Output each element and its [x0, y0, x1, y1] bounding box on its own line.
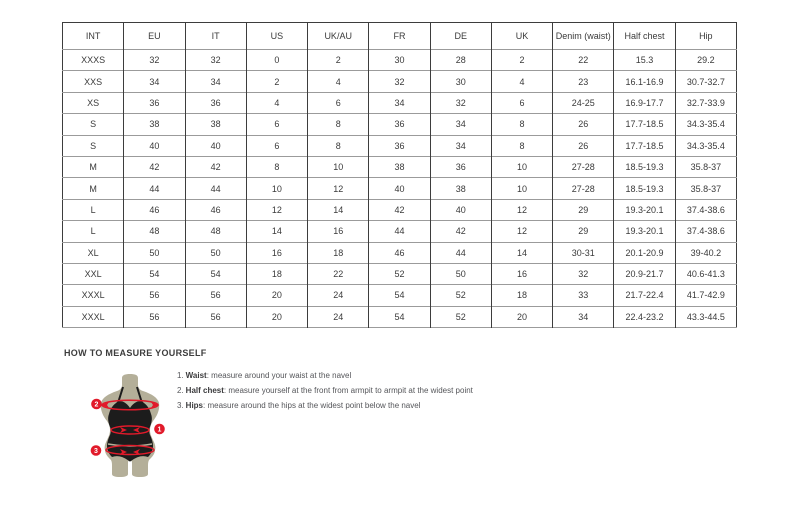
table-row — [63, 199, 737, 220]
size-value-cell: 42 — [430, 221, 491, 242]
size-value-cell: 32 — [369, 71, 430, 92]
size-value-cell: 36 — [369, 135, 430, 156]
size-value-cell: 4 — [246, 92, 307, 113]
size-value-cell: 42 — [369, 199, 430, 220]
size-value-cell: 20 — [491, 306, 552, 327]
size-value-cell: 34 — [430, 135, 491, 156]
size-value-cell: 2 — [246, 71, 307, 92]
measure-step-hips — [177, 398, 473, 413]
size-label-cell: XS — [63, 92, 124, 113]
size-value-cell: 17.7-18.5 — [614, 135, 675, 156]
size-value-cell: 42 — [124, 156, 185, 177]
size-label-cell: S — [63, 135, 124, 156]
size-chart-header — [63, 23, 737, 50]
measure-step-half-chest — [177, 383, 473, 398]
size-label-cell: S — [63, 114, 124, 135]
size-value-cell: 2 — [491, 50, 552, 71]
size-value-cell: 34 — [369, 92, 430, 113]
size-value-cell: 34.3-35.4 — [675, 114, 736, 135]
step-label: Waist — [185, 371, 207, 380]
size-value-cell: 20 — [246, 285, 307, 306]
size-value-cell: 34 — [430, 114, 491, 135]
table-row — [63, 92, 737, 113]
step-label: Half chest — [185, 386, 224, 395]
size-value-cell: 35.8-37 — [675, 178, 736, 199]
size-label-cell: L — [63, 221, 124, 242]
size-value-cell: 56 — [124, 306, 185, 327]
size-value-cell: 40 — [430, 199, 491, 220]
size-value-cell: 19.3-20.1 — [614, 199, 675, 220]
column-header: UK/AU — [308, 23, 369, 50]
badge-chest-number: 2 — [94, 401, 99, 409]
size-value-cell: 54 — [369, 285, 430, 306]
size-value-cell: 46 — [124, 199, 185, 220]
size-value-cell: 20 — [246, 306, 307, 327]
size-value-cell: 43.3-44.5 — [675, 306, 736, 327]
size-label-cell: XXXL — [63, 306, 124, 327]
size-label-cell: M — [63, 178, 124, 199]
size-value-cell: 14 — [491, 242, 552, 263]
size-value-cell: 8 — [491, 114, 552, 135]
badge-hips-number: 3 — [94, 448, 98, 456]
size-value-cell: 27-28 — [553, 156, 614, 177]
size-value-cell: 20.9-21.7 — [614, 263, 675, 284]
size-value-cell: 42 — [185, 156, 246, 177]
size-value-cell: 34 — [185, 71, 246, 92]
column-header: DE — [430, 23, 491, 50]
size-value-cell: 34 — [124, 71, 185, 92]
size-value-cell: 52 — [430, 306, 491, 327]
size-value-cell: 34.3-35.4 — [675, 135, 736, 156]
step-text: : measure around your waist at the navel — [206, 371, 352, 380]
size-value-cell: 18 — [246, 263, 307, 284]
mannequin-figure — [90, 372, 170, 480]
size-value-cell: 36 — [430, 156, 491, 177]
size-value-cell: 54 — [124, 263, 185, 284]
size-value-cell: 16 — [246, 242, 307, 263]
size-value-cell: 36 — [369, 114, 430, 135]
size-value-cell: 10 — [491, 156, 552, 177]
size-label-cell: L — [63, 199, 124, 220]
size-value-cell: 12 — [491, 221, 552, 242]
size-value-cell: 4 — [308, 71, 369, 92]
size-value-cell: 38 — [430, 178, 491, 199]
size-value-cell: 41.7-42.9 — [675, 285, 736, 306]
size-value-cell: 52 — [430, 285, 491, 306]
size-value-cell: 29 — [553, 221, 614, 242]
size-value-cell: 36 — [185, 92, 246, 113]
table-row — [63, 71, 737, 92]
size-value-cell: 8 — [246, 156, 307, 177]
size-value-cell: 6 — [246, 114, 307, 135]
size-value-cell: 8 — [308, 135, 369, 156]
table-row — [63, 135, 737, 156]
size-value-cell: 10 — [308, 156, 369, 177]
size-value-cell: 44 — [124, 178, 185, 199]
size-value-cell: 36 — [124, 92, 185, 113]
size-value-cell: 20.1-20.9 — [614, 242, 675, 263]
size-value-cell: 35.8-37 — [675, 156, 736, 177]
column-header: UK — [491, 23, 552, 50]
size-value-cell: 17.7-18.5 — [614, 114, 675, 135]
size-value-cell: 24 — [308, 306, 369, 327]
size-value-cell: 23 — [553, 71, 614, 92]
step-number: 2. — [177, 386, 184, 395]
size-value-cell: 22 — [308, 263, 369, 284]
size-value-cell: 46 — [369, 242, 430, 263]
size-value-cell: 24 — [308, 285, 369, 306]
size-value-cell: 18.5-19.3 — [614, 156, 675, 177]
size-value-cell: 19.3-20.1 — [614, 221, 675, 242]
size-value-cell: 44 — [430, 242, 491, 263]
size-value-cell: 48 — [185, 221, 246, 242]
size-label-cell: M — [63, 156, 124, 177]
measure-step-waist — [177, 368, 473, 383]
measure-steps-list — [177, 368, 473, 413]
size-value-cell: 50 — [430, 263, 491, 284]
size-label-cell: XL — [63, 242, 124, 263]
table-row — [63, 263, 737, 284]
step-number: 1. — [177, 371, 184, 380]
size-value-cell: 56 — [185, 285, 246, 306]
measure-section-title: HOW TO MEASURE YOURSELF — [64, 348, 207, 358]
size-value-cell: 12 — [246, 199, 307, 220]
size-value-cell: 29 — [553, 199, 614, 220]
size-value-cell: 56 — [185, 306, 246, 327]
column-header: US — [246, 23, 307, 50]
size-value-cell: 10 — [491, 178, 552, 199]
size-value-cell: 18 — [491, 285, 552, 306]
size-label-cell: XXXL — [63, 285, 124, 306]
size-value-cell: 40.6-41.3 — [675, 263, 736, 284]
size-value-cell: 54 — [369, 306, 430, 327]
size-value-cell: 6 — [308, 92, 369, 113]
step-text: : measure around the hips at the widest point below the navel — [203, 401, 421, 410]
size-value-cell: 32.7-33.9 — [675, 92, 736, 113]
size-value-cell: 22 — [553, 50, 614, 71]
size-value-cell: 10 — [246, 178, 307, 199]
size-value-cell: 2 — [308, 50, 369, 71]
table-row — [63, 221, 737, 242]
size-value-cell: 28 — [430, 50, 491, 71]
size-value-cell: 22.4-23.2 — [614, 306, 675, 327]
column-header: Half chest — [614, 23, 675, 50]
size-value-cell: 38 — [185, 114, 246, 135]
size-value-cell: 32 — [124, 50, 185, 71]
size-value-cell: 4 — [491, 71, 552, 92]
size-value-cell: 54 — [185, 263, 246, 284]
size-label-cell: XXXS — [63, 50, 124, 71]
table-row — [63, 178, 737, 199]
badge-waist-number: 1 — [157, 426, 162, 434]
size-value-cell: 48 — [124, 221, 185, 242]
size-value-cell: 40 — [369, 178, 430, 199]
size-value-cell: 33 — [553, 285, 614, 306]
table-row — [63, 306, 737, 327]
step-label: Hips — [185, 401, 204, 410]
size-value-cell: 30 — [369, 50, 430, 71]
table-row — [63, 50, 737, 71]
size-value-cell: 15.3 — [614, 50, 675, 71]
size-label-cell: XXS — [63, 71, 124, 92]
size-chart-body — [63, 50, 737, 328]
size-value-cell: 40 — [185, 135, 246, 156]
size-value-cell: 0 — [246, 50, 307, 71]
table-row — [63, 114, 737, 135]
size-value-cell: 26 — [553, 114, 614, 135]
column-header: INT — [85, 31, 101, 41]
step-text: : measure yourself at the front from armpit to armpit at the widest point — [223, 386, 473, 395]
size-value-cell: 6 — [491, 92, 552, 113]
size-value-cell: 6 — [246, 135, 307, 156]
size-value-cell: 38 — [369, 156, 430, 177]
size-value-cell: 50 — [124, 242, 185, 263]
size-value-cell: 18 — [308, 242, 369, 263]
size-value-cell: 30-31 — [553, 242, 614, 263]
size-value-cell: 44 — [369, 221, 430, 242]
size-value-cell: 16.1-16.9 — [614, 71, 675, 92]
size-value-cell: 16.9-17.7 — [614, 92, 675, 113]
size-value-cell: 14 — [308, 199, 369, 220]
size-value-cell: 32 — [185, 50, 246, 71]
size-value-cell: 21.7-22.4 — [614, 285, 675, 306]
size-value-cell: 12 — [308, 178, 369, 199]
size-value-cell: 46 — [185, 199, 246, 220]
size-chart-table — [62, 22, 737, 328]
size-value-cell: 29.2 — [675, 50, 736, 71]
size-value-cell: 37.4-38.6 — [675, 199, 736, 220]
size-value-cell: 37.4-38.6 — [675, 221, 736, 242]
column-header: Hip — [675, 23, 736, 50]
table-row — [63, 242, 737, 263]
size-value-cell: 8 — [308, 114, 369, 135]
size-value-cell: 27-28 — [553, 178, 614, 199]
header-row — [63, 23, 737, 50]
size-value-cell: 44 — [185, 178, 246, 199]
size-value-cell: 18.5-19.3 — [614, 178, 675, 199]
size-value-cell: 12 — [491, 199, 552, 220]
size-value-cell: 32 — [553, 263, 614, 284]
table-row — [63, 156, 737, 177]
size-value-cell: 52 — [369, 263, 430, 284]
size-value-cell: 40 — [124, 135, 185, 156]
column-header: EU — [124, 23, 185, 50]
size-value-cell: 38 — [124, 114, 185, 135]
size-value-cell: 14 — [246, 221, 307, 242]
size-value-cell: 30.7-32.7 — [675, 71, 736, 92]
size-value-cell: 39-40.2 — [675, 242, 736, 263]
size-value-cell: 32 — [430, 92, 491, 113]
size-label-cell: XXL — [63, 263, 124, 284]
column-header: Denim (waist) — [553, 23, 614, 50]
column-header: FR — [369, 23, 430, 50]
size-value-cell: 16 — [491, 263, 552, 284]
size-value-cell: 8 — [491, 135, 552, 156]
size-value-cell: 24-25 — [553, 92, 614, 113]
column-header: IT — [185, 23, 246, 50]
size-value-cell: 56 — [124, 285, 185, 306]
size-value-cell: 50 — [185, 242, 246, 263]
size-value-cell: 30 — [430, 71, 491, 92]
size-value-cell: 34 — [553, 306, 614, 327]
size-value-cell: 16 — [308, 221, 369, 242]
table-row — [63, 285, 737, 306]
size-value-cell: 26 — [553, 135, 614, 156]
step-number: 3. — [177, 401, 184, 410]
